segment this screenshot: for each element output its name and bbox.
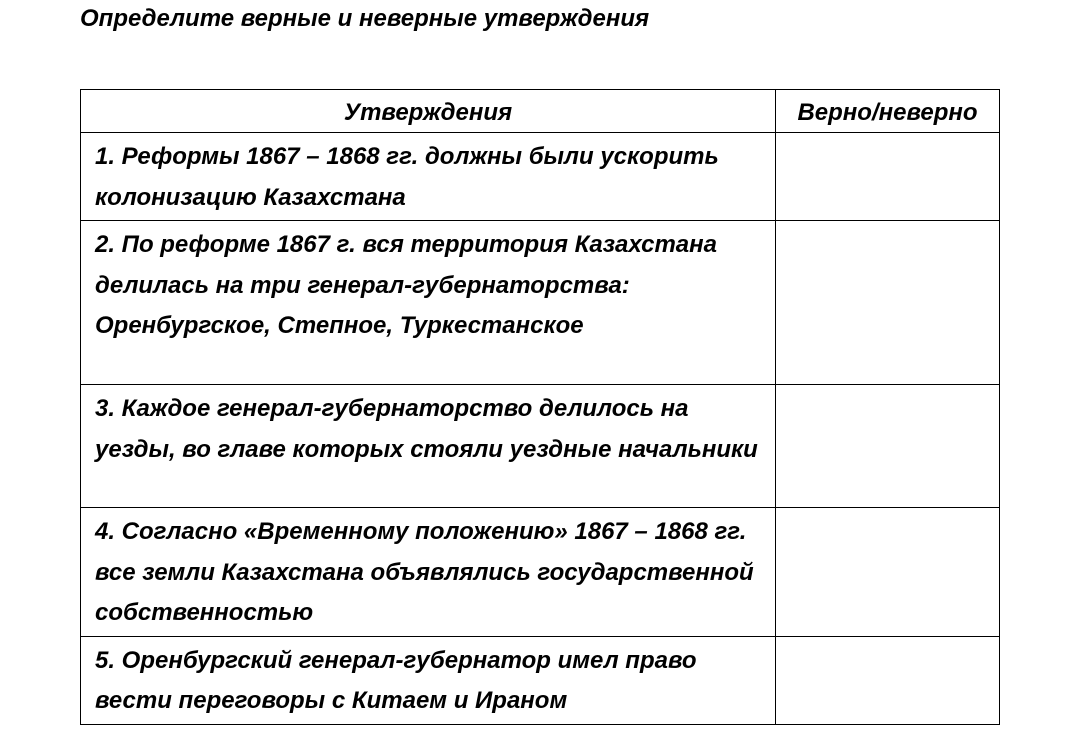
header-statements: Утверждения: [81, 90, 776, 133]
table-row: [81, 133, 1000, 221]
table-row: [81, 508, 1000, 637]
statement-cell: 5. Оренбургский генерал-губернатор имел право вести переговоры с Китаем и Ираном: [81, 636, 776, 724]
statement-cell: 2. По реформе 1867 г. вся территория Казахстана делилась на три генерал-губернаторства: Оренбургское, Степное, Туркестанское: [81, 221, 776, 385]
answer-cell[interactable]: [776, 636, 1000, 724]
answer-cell[interactable]: [776, 508, 1000, 637]
page-title: Определите верные и неверные утверждения: [80, 5, 650, 32]
statement-cell: 4. Согласно «Временному положению» 1867 – 1868 гг. все земли Казахстана объявлялись государственной собственностью: [81, 508, 776, 637]
statement-cell: 1. Реформы 1867 – 1868 гг. должны были ускорить колонизацию Казахстана: [81, 133, 776, 221]
answer-cell[interactable]: [776, 385, 1000, 508]
table-header-row: [81, 90, 1000, 133]
table-row: [81, 636, 1000, 724]
answer-cell[interactable]: [776, 133, 1000, 221]
table-row: [81, 221, 1000, 385]
answer-cell[interactable]: [776, 221, 1000, 385]
table-row: [81, 385, 1000, 508]
header-true-false: Верно/неверно: [776, 90, 1000, 133]
statements-table: [80, 89, 1000, 725]
statement-cell: 3. Каждое генерал-губернаторство делилось на уезды, во главе которых стояли уездные начальники: [81, 385, 776, 508]
